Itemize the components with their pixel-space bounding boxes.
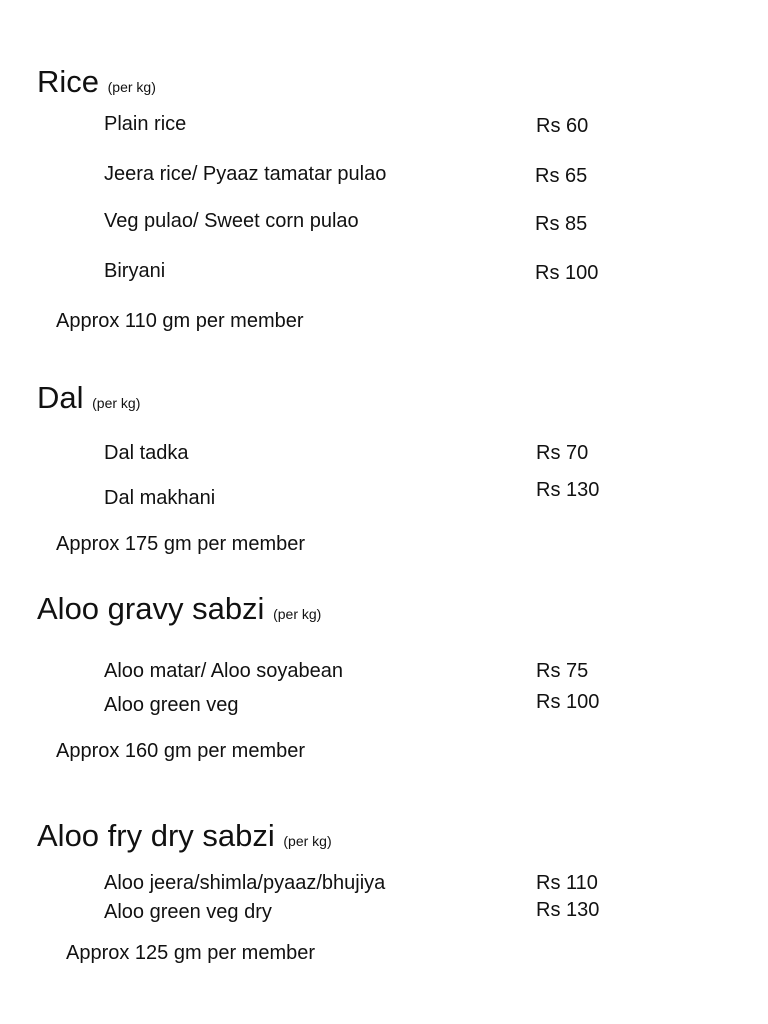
menu-item-name: Dal tadka [104, 442, 189, 464]
menu-item-name: Aloo matar/ Aloo soyabean [104, 660, 344, 682]
section-title: Dal [37, 380, 84, 415]
menu-item-name: Aloo jeera/shimla/pyaaz/bhujiya [104, 872, 386, 894]
menu-item-price: Rs 85 [535, 213, 588, 235]
menu-item-name: Jeera rice/ Pyaaz tamatar pulao [104, 163, 387, 185]
menu-item-price: Rs 60 [536, 115, 589, 137]
section-heading-aloo-gravy [37, 591, 321, 632]
section-unit: (per kg) [107, 79, 156, 95]
portion-note: Approx 125 gm per member [66, 942, 316, 964]
section-heading-aloo-fry-dry [37, 818, 332, 859]
menu-item-name: Aloo green veg [104, 694, 239, 716]
menu-item-name: Biryani [104, 260, 166, 282]
section-title: Rice [37, 64, 100, 99]
menu-item-price: Rs 65 [535, 165, 588, 187]
portion-note: Approx 175 gm per member [56, 533, 306, 555]
portion-note: Approx 160 gm per member [56, 740, 306, 762]
menu-item-name: Plain rice [104, 113, 187, 135]
section-unit: (per kg) [92, 395, 141, 411]
menu-item-price: Rs 110 [536, 872, 598, 894]
menu-item-name: Dal makhani [104, 487, 216, 509]
portion-note: Approx 110 gm per member [56, 310, 304, 332]
section-heading-rice [37, 64, 156, 105]
menu-item-price: Rs 130 [536, 479, 600, 501]
section-title: Aloo gravy sabzi [37, 591, 265, 626]
menu-item-price: Rs 130 [536, 899, 600, 921]
section-heading-dal [37, 380, 140, 421]
menu-item-price: Rs 70 [536, 442, 589, 464]
menu-item-price: Rs 100 [535, 262, 599, 284]
menu-item-price: Rs 75 [536, 660, 589, 682]
menu-item-name: Aloo green veg dry [104, 901, 272, 923]
section-unit: (per kg) [273, 606, 322, 622]
menu-item-price: Rs 100 [536, 691, 600, 713]
menu-item-name: Veg pulao/ Sweet corn pulao [104, 210, 359, 232]
section-title: Aloo fry dry sabzi [37, 818, 275, 853]
section-unit: (per kg) [283, 833, 332, 849]
